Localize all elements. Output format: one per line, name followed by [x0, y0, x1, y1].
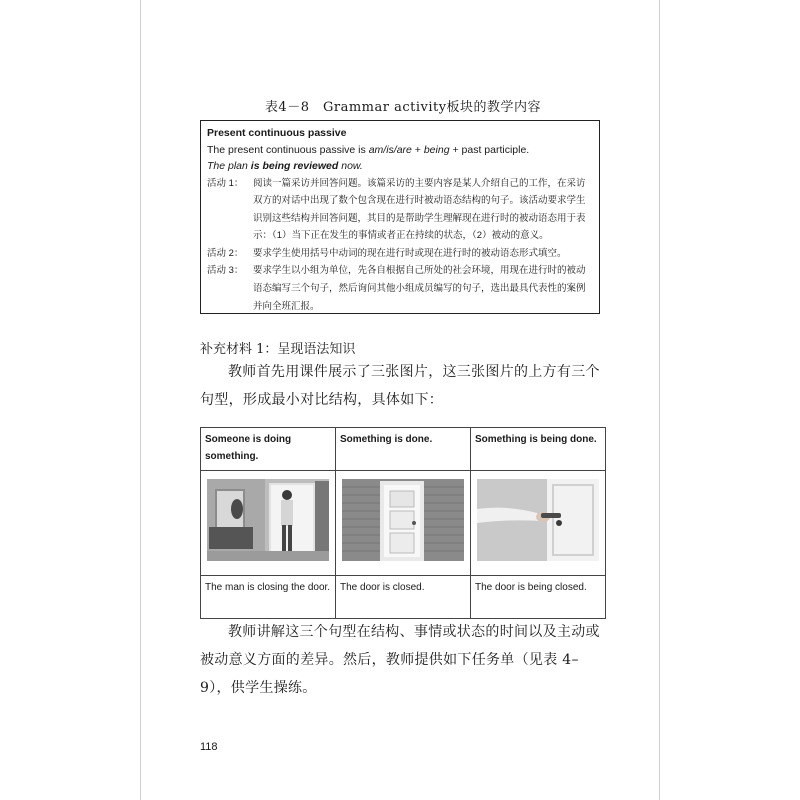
photo-cell-2	[336, 471, 471, 576]
example-pre: The plan	[207, 160, 251, 172]
header-continuous-passive: Something is being done.	[471, 428, 606, 471]
rule-plus: +	[411, 143, 424, 156]
man-closing-door-photo	[207, 479, 329, 561]
paragraph-1: 教师首先用课件展示了三张图片，这三张图片的上方有三个句型，形成最小对比结构，具体如下：	[200, 364, 600, 408]
grammar-rule	[207, 142, 593, 159]
activity-2	[207, 245, 593, 263]
rule-forms: am/is/are	[368, 143, 412, 156]
activity-label: 活动 2：	[207, 247, 244, 259]
header-active: Someone is doing something.	[201, 428, 336, 471]
photo-cell-1	[201, 471, 336, 576]
activity-text: 要求学生使用括号中动词的现在进行时或现在进行时的被动语态形式填空。	[253, 247, 567, 259]
example-bold: is being reviewed	[250, 160, 339, 172]
table-caption: 表4－8 Grammar activity板块的教学内容	[264, 100, 542, 115]
example-post: now.	[338, 160, 363, 172]
activity-label: 活动 3：	[207, 265, 244, 277]
activity-text: 要求学生以小组为单位，先各自根据自己所处的社会环境，用现在进行时的被动语态编写三个句子，然后询问其他小组成员编写的句子，选出最具代表性的案例并向全班汇报。	[253, 265, 586, 312]
photo-cell-3	[471, 471, 606, 576]
paragraph-2: 教师讲解这三个句型在结构、事情或状态的时间以及主动或被动意义方面的差异。然后，教师提供如下任务单（见表 4–9），供学生操练。	[200, 624, 600, 696]
header-passive: Something is done.	[336, 428, 471, 471]
door-being-closed-photo	[477, 479, 599, 561]
grammar-activity-box	[200, 120, 600, 314]
activity-label: 活动 1：	[207, 177, 244, 189]
rule-suffix: + past participle.	[449, 143, 530, 156]
activity-1	[207, 175, 593, 245]
closed-door-photo	[342, 479, 464, 561]
activity-text: 阅读一篇采访并回答问题。该篇采访的主要内容是某人介绍自己的工作，在采访双方的对话中出现了数个包含现在进行时被动语态结构的句子。该活动要求学生识别这些结构并回答问题，其目的是帮助学生理解现在进行时的被动语态用于表示：（1）当下正在发生的事情或者正在持续的状态，（2）被动的意义。	[253, 177, 586, 242]
comparison-table	[200, 427, 606, 619]
caption-passive: The door is closed.	[336, 576, 471, 619]
activity-3	[207, 262, 593, 315]
supplement-title: 补充材料 1：呈现语法知识	[200, 342, 356, 357]
rule-being: being	[423, 143, 450, 156]
grammar-example	[207, 158, 593, 175]
page-number: 118	[200, 741, 218, 753]
caption-active: The man is closing the door.	[201, 576, 336, 619]
grammar-heading: Present continuous passive	[207, 127, 347, 139]
caption-continuous-passive: The door is being closed.	[471, 576, 606, 619]
rule-prefix: The present continuous passive is	[207, 143, 369, 156]
